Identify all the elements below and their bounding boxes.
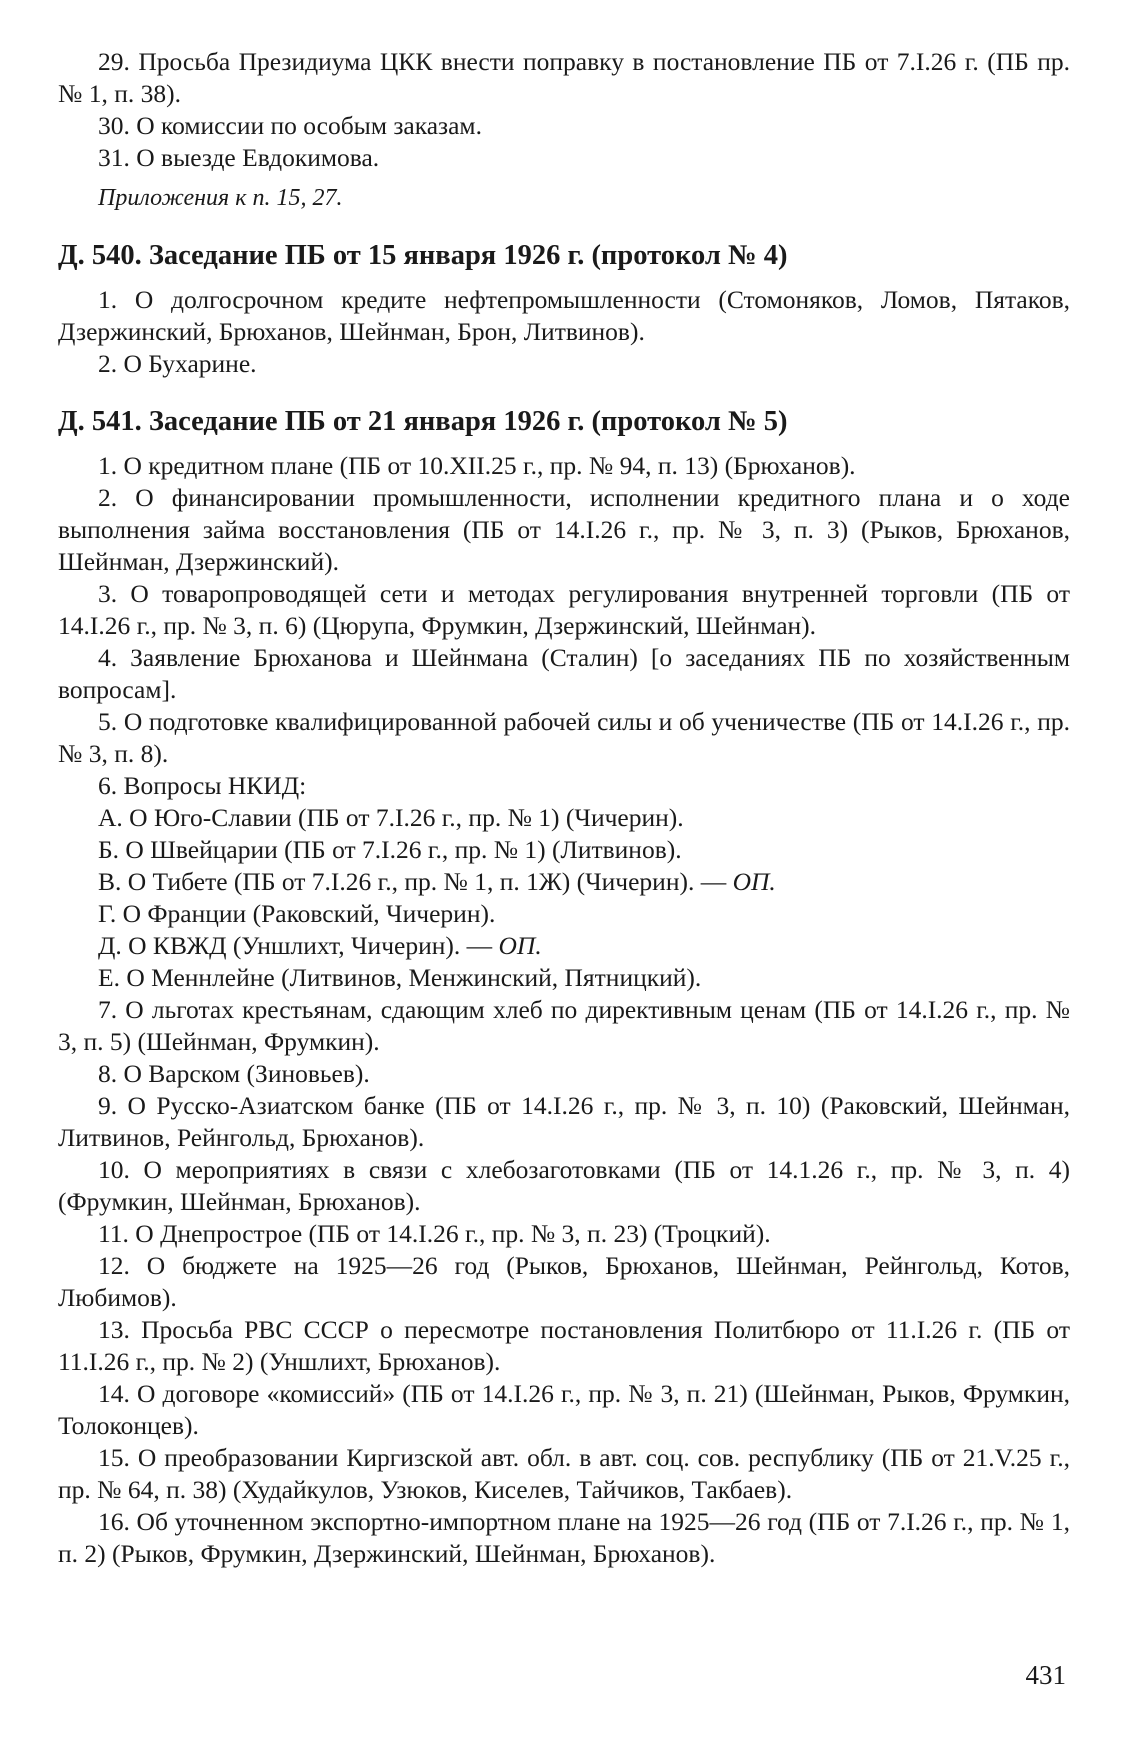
list-item: Б. О Швейцарии (ПБ от 7.I.26 г., пр. № 1) (Литвинов). — [98, 835, 682, 864]
list-item: 3. О товаропроводящей сети и методах регулирования внутренней торговли (ПБ от 14.I.26 г., пр. № 3, п. 6) (Цюрупа, Фрумкин, Дзержинский, Шейнман). — [58, 579, 1070, 640]
list-item-text: Д. О КВЖД (Уншлихт, Чичерин). — — [98, 931, 499, 960]
list-item: 8. О Варском (Зиновьев). — [98, 1059, 370, 1088]
page-number: 431 — [1025, 1660, 1066, 1690]
list-item: 9. О Русско-Азиатском банке (ПБ от 14.I.26 г., пр. № 3, п. 10) (Раковский, Шейнман, Литвинов, Рейнгольд, Брюханов). — [58, 1091, 1070, 1152]
list-item: 2. О Бухарине. — [98, 349, 257, 378]
list-item — [58, 930, 1070, 962]
list-item: 2. О финансировании промышленности, исполнении кредитного плана и о ходе выполнения займа восстановления (ПБ от 14.I.26 г., пр. № 3, п. 3) (Рыков, Брюханов, Шейнман, Дзержинский). — [58, 483, 1070, 576]
list-item: 13. Просьба РВС СССР о пересмотре постановления Политбюро от 11.I.26 г. (ПБ от 11.I.26 г., пр. № 2) (Уншлихт, Брюханов). — [58, 1315, 1070, 1376]
op-mark: ОП. — [498, 931, 542, 960]
list-item — [58, 866, 1070, 898]
list-item: 1. О кредитном плане (ПБ от 10.XII.25 г., пр. № 94, п. 13) (Брюханов). — [98, 451, 856, 480]
list-item: 30. О комиссии по особым заказам. — [98, 111, 482, 140]
list-item: 6. Вопросы НКИД: — [98, 771, 307, 800]
page-body — [58, 46, 1070, 1570]
list-item: 14. О договоре «комиссий» (ПБ от 14.I.26 г., пр. № 3, п. 21) (Шейнман, Рыков, Фрумкин, Толоконцев). — [58, 1379, 1070, 1440]
list-item: 1. О долгосрочном кредите нефтепромышленности (Стомоняков, Ломов, Пятаков, Дзержинский, Брюханов, Шейнман, Брон, Литвинов). — [58, 285, 1070, 346]
list-item: 16. Об уточненном экспортно-импортном плане на 1925—26 год (ПБ от 7.I.26 г., пр. № 1, п. 2) (Рыков, Фрумкин, Дзержинский, Шейнман, Брюханов). — [58, 1507, 1070, 1568]
list-item: 15. О преобразовании Киргизской авт. обл. в авт. соц. сов. республику (ПБ от 21.V.25 г., пр. № 64, п. 38) (Худайкулов, Узюков, Киселев, Тайчиков, Такбаев). — [58, 1443, 1070, 1504]
list-item: Г. О Франции (Раковский, Чичерин). — [98, 899, 496, 928]
appendix-note: Приложения к п. 15, 27. — [98, 185, 343, 211]
list-item: 29. Просьба Президиума ЦКК внести поправку в постановление ПБ от 7.I.26 г. (ПБ пр. № 1, п. 38). — [58, 47, 1070, 108]
list-item: 11. О Днепрострое (ПБ от 14.I.26 г., пр. № 3, п. 23) (Троцкий). — [98, 1219, 771, 1248]
list-item: 4. Заявление Брюханова и Шейнмана (Сталин) [о заседаниях ПБ по хозяйственным вопросам]. — [58, 643, 1070, 704]
section-heading-540: Д. 540. Заседание ПБ от 15 января 1926 г. (протокол № 4) — [58, 240, 788, 271]
list-item: 12. О бюджете на 1925—26 год (Рыков, Брюханов, Шейнман, Рейнгольд, Котов, Любимов). — [58, 1251, 1070, 1312]
section-heading-541: Д. 541. Заседание ПБ от 21 января 1926 г. (протокол № 5) — [58, 406, 788, 437]
op-mark: ОП. — [732, 867, 776, 896]
list-item: 31. О выезде Евдокимова. — [98, 143, 380, 172]
list-item-text: В. О Тибете (ПБ от 7.I.26 г., пр. № 1, п. 1Ж) (Чичерин). — — [98, 867, 733, 896]
list-item: 7. О льготах крестьянам, сдающим хлеб по директивным ценам (ПБ от 14.I.26 г., пр. № 3, п. 5) (Шейнман, Фрумкин). — [58, 995, 1070, 1056]
list-item: Е. О Меннлейне (Литвинов, Менжинский, Пятницкий). — [98, 963, 702, 992]
list-item: А. О Юго-Славии (ПБ от 7.I.26 г., пр. № 1) (Чичерин). — [98, 803, 684, 832]
list-item: 10. О мероприятиях в связи с хлебозаготовками (ПБ от 14.1.26 г., пр. № 3, п. 4) (Фрумкин, Шейнман, Брюханов). — [58, 1155, 1070, 1216]
list-item: 5. О подготовке квалифицированной рабочей силы и об ученичестве (ПБ от 14.I.26 г., пр. № 3, п. 8). — [58, 707, 1070, 768]
